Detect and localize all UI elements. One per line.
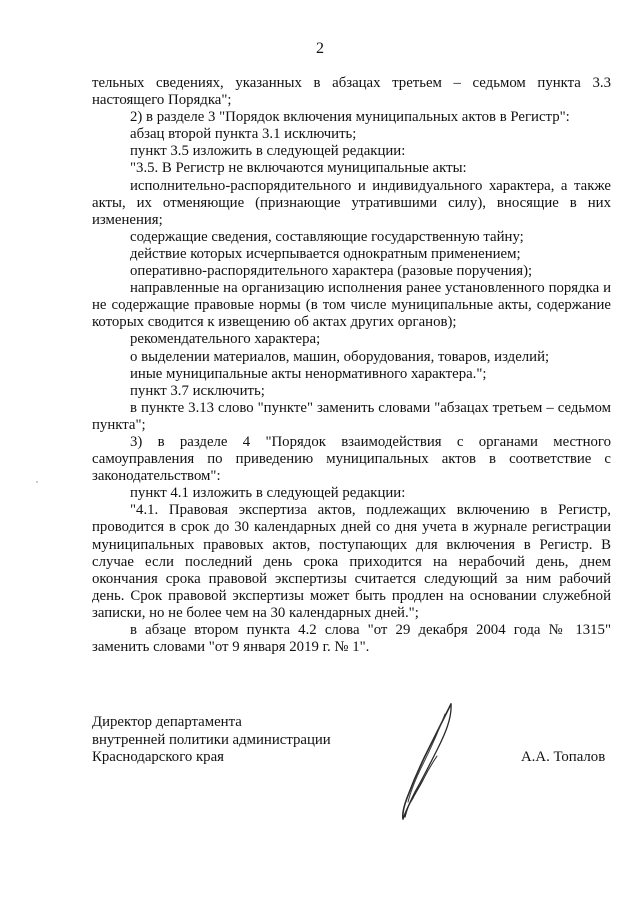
- paragraph: абзац второй пункта 3.1 исключить;: [130, 126, 357, 143]
- paragraph: "4.1. Правовая экспертиза актов, подлежащих включению в Регистр, проводится в срок до 30 календарных дней со дня учета в журнале регистрации муниципальных правовых актов, поступающих для включения в Регистр. В случае если последний день срока приходится на нерабочий день, днем окончания срока правовой экспертизы считается следующий за ним рабочий день. Срок правовой экспертизы может быть продлен на основании служебной записки, но не более чем на 30 календарных дней.";: [92, 502, 611, 621]
- paragraph: о выделении материалов, машин, оборудования, товаров, изделий;: [130, 348, 550, 365]
- paragraph: рекомендательного характера;: [130, 331, 321, 348]
- paragraph: оперативно-распорядительного характера (разовые поручения);: [130, 263, 533, 280]
- paragraph: содержащие сведения, составляющие государственную тайну;: [130, 228, 524, 245]
- paragraph: пункт 3.5 изложить в следующей редакции:: [130, 143, 406, 160]
- page-number: 2: [316, 40, 324, 57]
- paragraph: иные муниципальные акты ненормативного характера.";: [130, 365, 487, 382]
- paragraph: "3.5. В Регистр не включаются муниципальные акты:: [130, 160, 467, 177]
- handwritten-signature: [393, 700, 463, 825]
- position-line: Краснодарского края: [92, 749, 224, 765]
- paragraph: пункт 3.7 исключить;: [130, 382, 265, 399]
- signatory-position: [92, 714, 331, 767]
- position-line: внутренней политики администрации: [92, 731, 331, 748]
- paragraph: действие которых исчерпывается однократным применением;: [130, 245, 521, 262]
- paragraph: 3) в разделе 4 "Порядок взаимодействия с органами местного самоуправления по приведению муниципальных актов в соответствие с законодательством":: [92, 433, 611, 485]
- paragraph: пункт 4.1 изложить в следующей редакции:: [130, 485, 406, 502]
- position-line: Директор департамента: [92, 714, 242, 730]
- document-body: [92, 75, 611, 656]
- signatory-name: А.А. Топалов: [521, 749, 606, 765]
- paragraph: в абзаце втором пункта 4.2 слова "от 29 декабря 2004 года № 1315" заменить словами "от 9 января 2019 г. № 1".: [92, 622, 611, 656]
- paragraph: направленные на организацию исполнения ранее установленного порядка и не содержащие правовые нормы (в том числе муниципальные акты, содержание которых сводится к извещению об актах других органов);: [92, 280, 611, 331]
- paragraph: исполнительно-распорядительного и индивидуального характера, а также акты, их отменяющие (признающие утратившими силу), вносящие в них изменения;: [92, 177, 611, 228]
- paragraph: 2) в разделе 3 "Порядок включения муниципальных актов в Регистр":: [130, 109, 570, 126]
- paragraph: в пункте 3.13 слово "пункте" заменить словами "абзацах третьем – седьмом пункта";: [92, 399, 611, 433]
- scan-speck: [36, 481, 38, 483]
- paragraph: тельных сведениях, указанных в абзацах третьем – седьмом пункта 3.3 настоящего Порядка";: [92, 75, 611, 109]
